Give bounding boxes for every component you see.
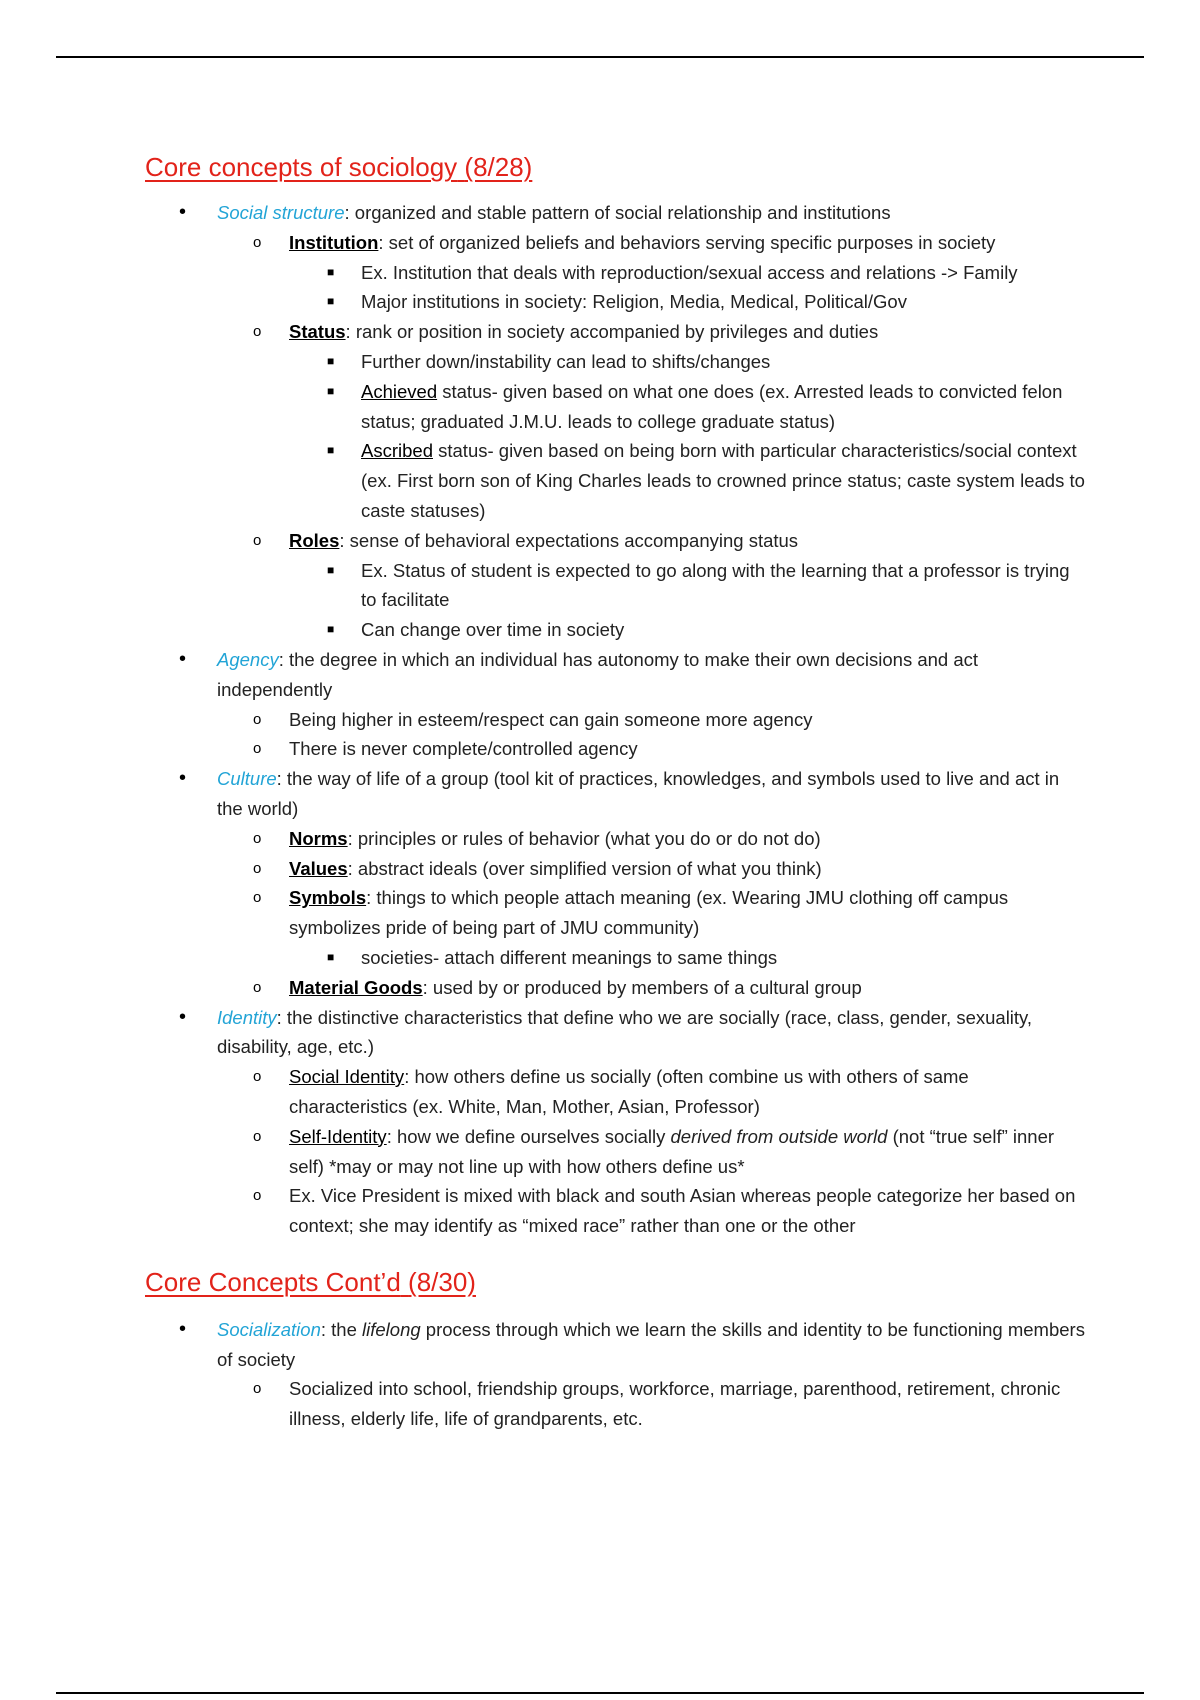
list-item-status-shifts: ■ Further down/instability can lead to shifts/changes — [145, 347, 1085, 377]
bullet-circle-icon: o — [253, 829, 262, 847]
bullet-circle-icon: o — [253, 740, 262, 758]
bullet-circle-icon: o — [253, 1127, 262, 1145]
bullet-dot-icon: • — [179, 767, 187, 790]
bullet-circle-icon: o — [253, 1187, 262, 1205]
list-item-social-identity: o Social Identity: how others define us socially (often combine us with others of same characteristics (ex. White, Man, Mother, Asian, Professor) — [145, 1062, 1085, 1122]
list-item-institution-example: ■ Ex. Institution that deals with reproduction/sexual access and relations -> Family — [145, 258, 1085, 288]
list-item-agency-esteem: o Being higher in esteem/respect can gain someone more agency — [145, 705, 1085, 735]
list-item-ascribed-status: ■ Ascribed status- given based on being born with particular characteristics/social context (ex. First born son of King Charles leads to crowned prince status; caste system leads to caste statuses) — [145, 436, 1085, 525]
section-heading-core-concepts-contd: Core Concepts Cont’d (8/30) — [145, 1266, 476, 1297]
list-item-culture: • Culture: the way of life of a group (tool kit of practices, knowledges, and symbols used to live and act in the world) — [145, 764, 1085, 824]
bullet-dot-icon: • — [179, 1005, 187, 1028]
list-item-major-institutions: ■ Major institutions in society: Religion, Media, Medical, Political/Gov — [145, 287, 1085, 317]
bullet-circle-icon: o — [253, 1068, 262, 1086]
section-heading-core-concepts: Core concepts of sociology (8/28) — [145, 152, 533, 182]
list-item-socialized-into: o Socialized into school, friendship groups, workforce, marriage, parenthood, retirement, chronic illness, elderly life, life of grandparents, etc. — [145, 1374, 1085, 1434]
bullet-dot-icon: • — [179, 201, 187, 223]
list-item-identity-example: o Ex. Vice President is mixed with black and south Asian whereas people categorize her based on context; she may identify as “mixed race” rather than one or the other — [145, 1181, 1085, 1241]
list-item-roles-change: ■ Can change over time in society — [145, 615, 1085, 645]
list-item-institution: o Institution: set of organized beliefs and behaviors serving specific purposes in society — [145, 228, 1085, 258]
header-rule — [56, 56, 1144, 58]
bullet-square-icon: ■ — [327, 949, 335, 964]
bullet-square-icon: ■ — [327, 264, 335, 279]
footer-rule — [56, 1692, 1144, 1694]
document-body — [145, 150, 1085, 1434]
list-item-status: o Status: rank or position in society accompanied by privileges and duties — [145, 317, 1085, 347]
bullet-circle-icon: o — [253, 859, 262, 877]
list-item-roles-example: ■ Ex. Status of student is expected to go along with the learning that a professor is trying to facilitate — [145, 556, 1085, 616]
bullet-dot-icon: • — [179, 1317, 187, 1340]
bullet-circle-icon: o — [253, 1380, 262, 1398]
bullet-circle-icon: o — [253, 531, 262, 549]
list-item-roles: o Roles: sense of behavioral expectations accompanying status — [145, 526, 1085, 556]
bullet-circle-icon: o — [253, 233, 262, 251]
bullet-dot-icon: • — [179, 647, 187, 670]
list-item-agency-never-complete: o There is never complete/controlled agency — [145, 734, 1085, 764]
bullet-circle-icon: o — [253, 323, 262, 341]
bullet-circle-icon: o — [253, 978, 262, 996]
list-item-symbols: o Symbols: things to which people attach meaning (ex. Wearing JMU clothing off campus symbolizes pride of being part of JMU community) — [145, 883, 1085, 943]
list-item-achieved-status: ■ Achieved status- given based on what one does (ex. Arrested leads to convicted felon status; graduated J.M.U. leads to college graduate status) — [145, 377, 1085, 437]
core-concepts-contd-list — [145, 1315, 1085, 1434]
list-item-agency: • Agency: the degree in which an individual has autonomy to make their own decisions and act independently — [145, 645, 1085, 705]
bullet-square-icon: ■ — [327, 622, 335, 637]
bullet-square-icon: ■ — [327, 562, 335, 577]
list-item-social-structure: • Social structure: organized and stable pattern of social relationship and institutions — [145, 198, 1085, 228]
core-concepts-list — [145, 198, 1085, 1241]
list-item-norms: o Norms: principles or rules of behavior (what you do or do not do) — [145, 824, 1085, 854]
list-item-symbols-societies: ■ societies- attach different meanings to same things — [145, 943, 1085, 973]
bullet-circle-icon: o — [253, 889, 262, 907]
bullet-square-icon: ■ — [327, 443, 335, 458]
bullet-square-icon: ■ — [327, 294, 335, 309]
bullet-square-icon: ■ — [327, 383, 335, 398]
list-item-identity: • Identity: the distinctive characteristics that define who we are socially (race, class, gender, sexuality, disability, age, etc.) — [145, 1003, 1085, 1063]
bullet-circle-icon: o — [253, 710, 262, 728]
list-item-values: o Values: abstract ideals (over simplified version of what you think) — [145, 854, 1085, 884]
bullet-square-icon: ■ — [327, 353, 335, 368]
list-item-material-goods: o Material Goods: used by or produced by members of a cultural group — [145, 973, 1085, 1003]
list-item-self-identity: o Self-Identity: how we define ourselves socially derived from outside world (not “true self” inner self) *may or may not line up with how others define us* — [145, 1122, 1085, 1182]
list-item-socialization: • Socialization: the lifelong process through which we learn the skills and identity to be functioning members of society — [145, 1315, 1085, 1375]
